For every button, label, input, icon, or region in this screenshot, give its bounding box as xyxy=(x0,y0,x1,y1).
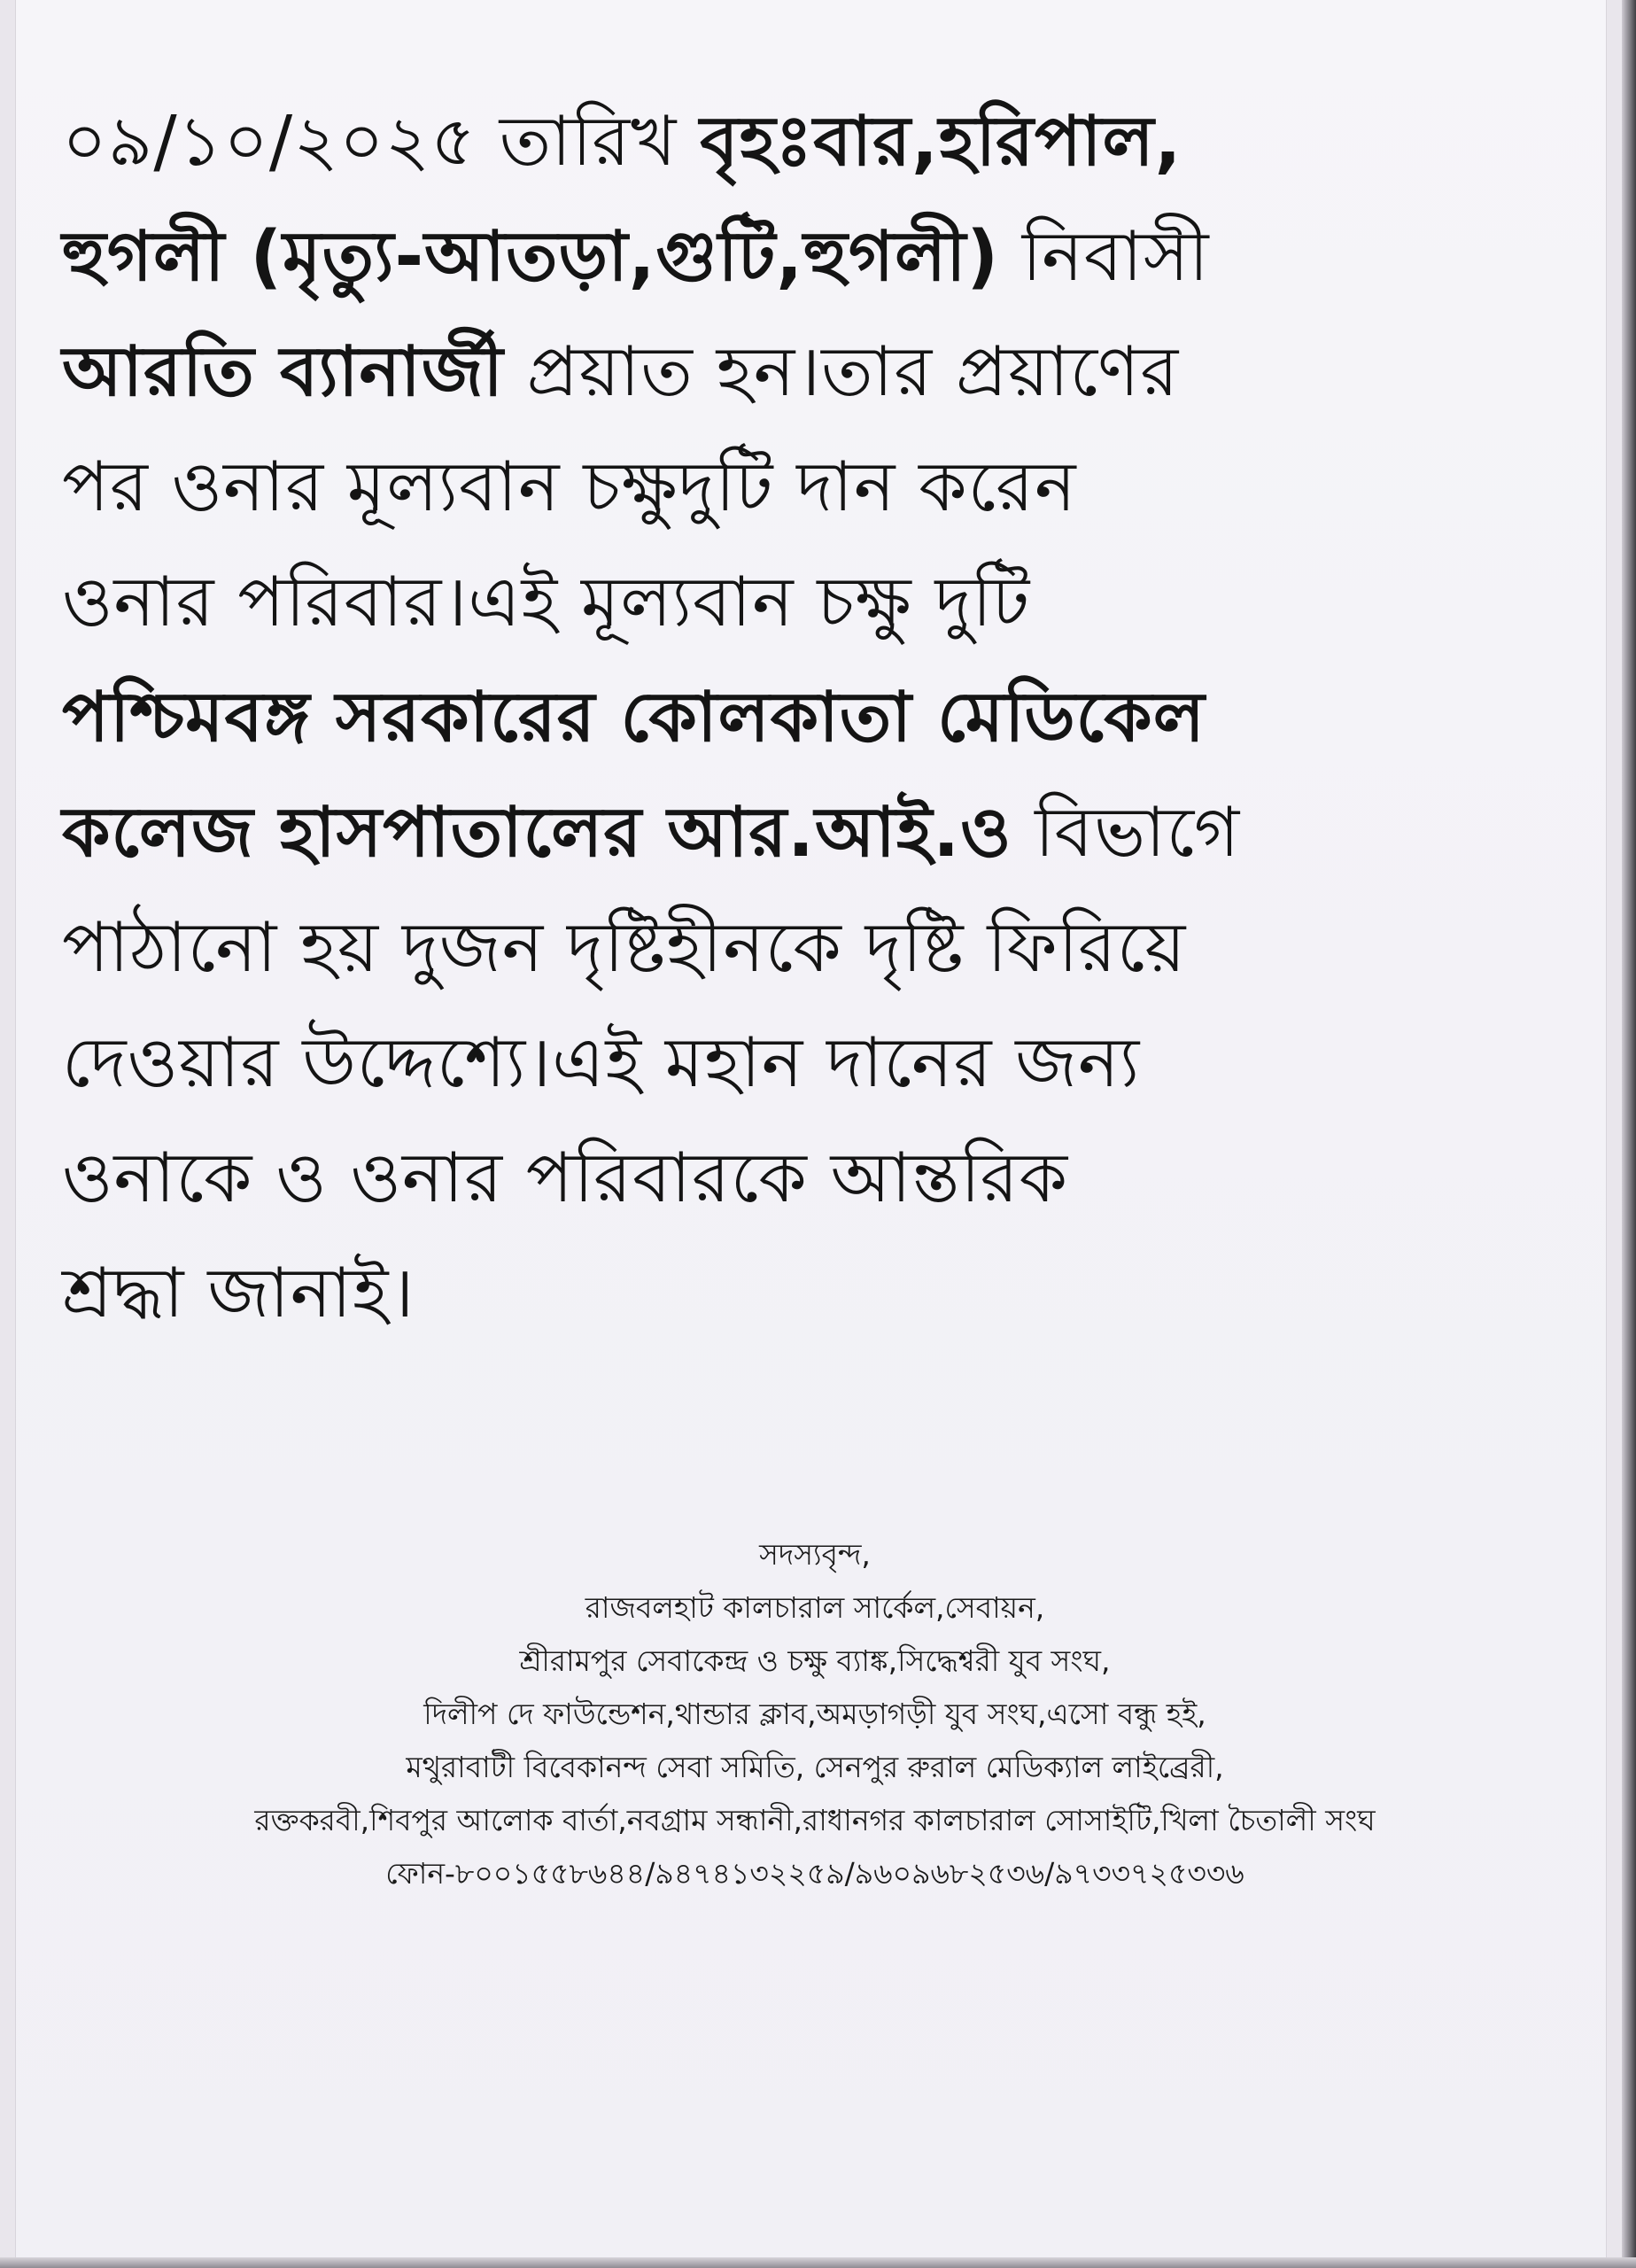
credits-heading: সদস্যবৃন্দ, xyxy=(759,1537,871,1572)
notice-bold-text: কলেজ হাসপাতালের আর.আই.ও xyxy=(62,793,1012,873)
notice-line-9: দেওয়ার উদ্দেশ্যে।এই মহান দানের জন্য xyxy=(62,1023,1141,1103)
notice-line-11: শ্রদ্ধা জানাই। xyxy=(62,1254,415,1333)
notice-line-5: ওনার পরিবার।এই মূল্যবান চক্ষু দুটি xyxy=(62,563,1031,642)
notice-date: ০৯/১০/২০২৫ xyxy=(62,102,477,182)
scan-edge-bottom xyxy=(0,2257,1636,2268)
notice-line-1 xyxy=(62,84,1515,199)
notice-line-6 xyxy=(62,660,1515,775)
notice-line-3 xyxy=(62,315,1515,430)
deceased-name: আরতি ব্যানার্জী xyxy=(62,332,504,412)
notice-text: বিভাগে xyxy=(1012,793,1241,873)
notice-line-4: পর ওনার মূল্যবান চক্ষুদুটি দান করেন xyxy=(62,447,1077,527)
notice-line-8: পাঠানো হয় দুজন দৃষ্টিহীনকে দৃষ্টি ফিরিয়ে xyxy=(62,908,1187,988)
notice-line-10: ওনাকে ও ওনার পরিবারকে আন্তরিক xyxy=(62,1138,1069,1218)
notice-bold-text: বৃহঃবার,হরিপাল, xyxy=(700,102,1182,182)
notice-text: তারিখ xyxy=(476,102,701,182)
notice-text: প্রয়াত হন।তার প্রয়াণের xyxy=(503,332,1180,412)
notice-line-7 xyxy=(62,775,1515,890)
credits-line-5: রক্তকরবী,শিবপুর আলোক বার্তা,নবগ্রাম সন্ধানী,রাধানগর কালচারাল সোসাইটি,খিলা চৈতালী সংঘ xyxy=(254,1803,1376,1837)
credits-phone: ফোন-৮০০১৫৫৮৬৪৪/৯৪৭৪১৩২২৫৯/৯৬০৯৬৮২৫৩৬/৯৭৩৩৭২৫৩৩৬ xyxy=(385,1856,1244,1891)
credits-line-4: মথুরাবাটী বিবেকানন্দ সেবা সমিতি, সেনপুর রুরাল মেডিক্যাল লাইব্রেরী, xyxy=(406,1750,1224,1784)
notice-body xyxy=(62,84,1515,1351)
notice-text: নিবাসী xyxy=(999,217,1210,297)
credits-line-3: দিলীপ দে ফাউন্ডেশন,থান্ডার ক্লাব,অমড়াগড়ী যুব সংঘ,এসো বন্ধু হই, xyxy=(423,1697,1206,1731)
credits-block xyxy=(89,1528,1541,1900)
notice-bold-text: হুগলী (মৃত্যু-আতড়া,গুটি,হুগলী) xyxy=(62,217,1000,297)
notice-bold-text: পশ্চিমবঙ্গ সরকারের কোলকাতা মেডিকেল xyxy=(62,678,1206,757)
notice-line-2 xyxy=(62,199,1515,315)
credits-line-2: শ্রীরামপুর সেবাকেন্দ্র ও চক্ষু ব্যাঙ্ক,সিদ্ধেশ্বরী যুব সংঘ, xyxy=(519,1643,1111,1678)
credits-line-1: রাজবলহাট কালচারাল সার্কেল,সেবায়ন, xyxy=(585,1590,1045,1625)
scan-edge-right xyxy=(1622,0,1636,2268)
